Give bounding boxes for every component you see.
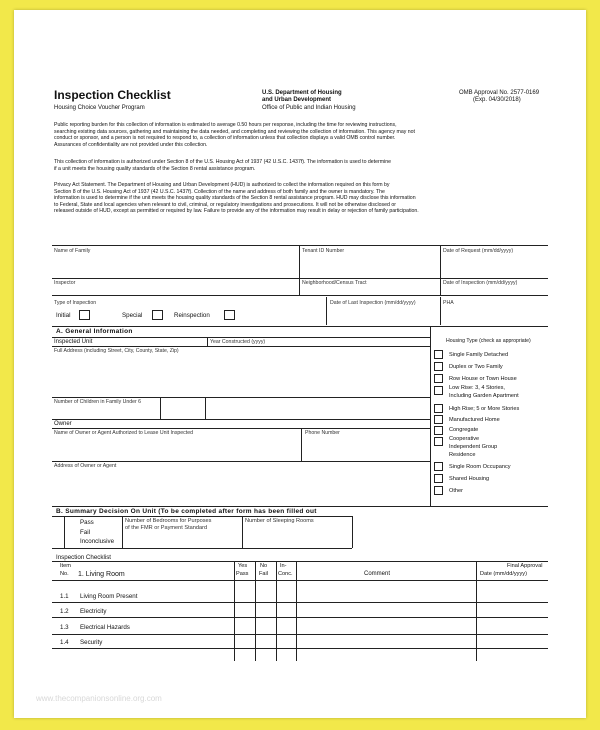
yes-column-header: Yes	[238, 563, 248, 569]
reinspection-checkbox[interactable]	[224, 310, 235, 320]
divider	[52, 397, 430, 398]
table-row	[52, 634, 548, 635]
no-column-header: No.	[60, 571, 69, 577]
inconclusive-column-header: In-	[280, 563, 287, 569]
table-row	[52, 602, 548, 603]
form-page	[14, 10, 586, 718]
department-line3: Office of Public and Indian Housing	[262, 105, 356, 111]
checklist-item-label: Electrical Hazards	[80, 624, 130, 631]
date-last-inspection-field[interactable]: Date of Last Inspection (mm/dd/yyyy)	[330, 300, 416, 306]
form-title: Inspection Checklist	[54, 88, 171, 102]
housing-type-checkbox[interactable]	[434, 462, 443, 471]
divider	[326, 297, 327, 325]
divider	[430, 326, 431, 506]
divider	[52, 245, 548, 246]
summary-decision-heading: B. Summary Decision On Unit (To be completed after form has been filled out	[56, 508, 317, 515]
divider	[296, 561, 297, 661]
special-label: Special	[122, 312, 143, 319]
housing-type-option: Congregate	[449, 427, 479, 433]
housing-type-checkbox[interactable]	[434, 404, 443, 413]
divider	[52, 295, 548, 296]
fail-column-header: Fail	[259, 571, 269, 577]
housing-type-option: Duplex or Two Family	[449, 364, 503, 370]
housing-type-checkbox[interactable]	[434, 386, 443, 395]
burden-paragraph: Public reporting burden for this collection of information is estimated to average 0.50 hours per response, including the time for reviewing instructions, searching existing data sources, gathering and maintaining the data needed, and completing and reviewing the collection of information. This agency may not conduct or sponsor, and a person is not required to respond to, a collection of information unless that collection displays a valid OMB control number. Assurances of confidentiality are not provided under this collection.	[54, 122, 415, 148]
checklist-item-label: Security	[80, 639, 103, 646]
housing-type-checkbox[interactable]	[434, 415, 443, 424]
housing-type-option: Shared Housing	[449, 476, 490, 482]
divider	[52, 548, 352, 549]
reinspection-label: Reinspection	[174, 312, 210, 319]
housing-type-checkbox[interactable]	[434, 437, 443, 446]
housing-type-option: Single Room Occupancy	[449, 464, 511, 470]
table-row	[52, 617, 548, 618]
divider	[52, 419, 430, 420]
omb-number: OMB Approval No. 2577-0169	[459, 90, 540, 96]
divider	[440, 297, 441, 325]
pha-field[interactable]: PHA	[443, 300, 454, 306]
divider	[352, 516, 353, 548]
watermark-text: www.thecompanionsonline.org.com	[36, 694, 162, 703]
divider	[242, 516, 243, 548]
divider	[52, 278, 548, 279]
pass-option[interactable]: Pass	[80, 519, 94, 526]
final-approval-date-header: Date (mm/dd/yyyy)	[480, 571, 527, 577]
item-column-header: Item	[60, 563, 71, 569]
housing-type-option: High Rise; 5 or More Stories	[449, 406, 520, 412]
divider	[301, 428, 302, 461]
divider	[440, 245, 441, 295]
checklist-item-number: 1.1	[60, 593, 69, 600]
type-of-inspection-label: Type of Inspection	[54, 300, 97, 306]
divider	[234, 561, 235, 661]
divider	[52, 346, 430, 347]
inconclusive-option[interactable]: Inconclusive	[80, 538, 115, 545]
sleeping-rooms-label: Number of Sleeping Rooms	[245, 518, 314, 524]
divider	[52, 506, 548, 507]
divider	[52, 561, 548, 562]
housing-type-option: Low Rise: 3, 4 Stories,	[449, 385, 505, 391]
housing-type-checkbox[interactable]	[434, 350, 443, 359]
omb-expiration: (Exp. 04/30/2018)	[473, 97, 521, 103]
checklist-item-label: Electricity	[80, 608, 107, 615]
checklist-item-number: 1.2	[60, 608, 69, 615]
inspected-unit-label: Inspected Unit	[54, 339, 93, 345]
divider	[52, 326, 548, 327]
inconclusive-column-header-2: Conc.	[278, 571, 293, 577]
divider	[52, 580, 548, 581]
housing-type-option: Residence	[449, 452, 476, 458]
inspector-field[interactable]: Inspector	[54, 280, 76, 286]
checklist-item-label: Living Room Present	[80, 593, 138, 600]
initial-label: Initial	[56, 312, 71, 319]
divider	[52, 516, 352, 517]
checklist-heading: Inspection Checklist	[56, 554, 112, 561]
department-line2: and Urban Development	[262, 97, 332, 103]
housing-type-checkbox[interactable]	[434, 474, 443, 483]
owner-address-field[interactable]: Address of Owner or Agent	[54, 463, 117, 469]
owner-name-field[interactable]: Name of Owner or Agent Authorized to Lease Unit Inspected	[54, 430, 193, 436]
full-address-field[interactable]: Full Address (including Street, City, County, State, Zip)	[54, 348, 179, 354]
phone-number-field[interactable]: Phone Number	[305, 430, 340, 436]
housing-type-option: Independent Group	[449, 444, 498, 450]
room-heading: 1. Living Room	[78, 571, 125, 578]
pass-column-header: Pass	[236, 571, 249, 577]
divider	[160, 397, 161, 419]
owner-label: Owner	[54, 421, 72, 427]
divider	[64, 516, 65, 548]
initial-checkbox[interactable]	[79, 310, 90, 320]
divider	[52, 428, 430, 429]
department-line1: U.S. Department of Housing	[262, 90, 342, 96]
no-fail-column-header: No	[260, 563, 268, 569]
divider	[476, 561, 477, 661]
housing-type-option: Single Family Detached	[449, 352, 509, 358]
bedrooms-label-2: of the FMR or Payment Standard	[125, 525, 208, 531]
date-of-request-field[interactable]: Date of Request (mm/dd/yyyy)	[443, 248, 514, 254]
divider	[276, 561, 277, 661]
housing-type-option: Row House or Town House	[449, 376, 517, 382]
special-checkbox[interactable]	[152, 310, 163, 320]
housing-type-option: Other	[449, 488, 463, 494]
divider	[207, 337, 208, 346]
housing-type-option: Including Garden Apartment	[449, 393, 519, 399]
divider	[122, 516, 123, 548]
bedrooms-label: Number of Bedrooms for Purposes	[125, 518, 212, 524]
housing-type-option: Manufactured Home	[449, 417, 500, 423]
children-under-six-field[interactable]: Number of Children in Family Under 6	[54, 399, 142, 405]
privacy-paragraph: Privacy Act Statement. The Department of Housing and Urban Development (HUD) is authorized to collect the information required on this form by Section 8 of the U.S. Housing Act of 1937 (42 U.S.C. 1437f). Collection of the name and address of both family and the owner is mandatory. The information is used to determine if the unit meets the housing quality standards of the Section 8 rental assistance program. HUD may disclose this information to Federal, State and local agencies when relevant to civil, criminal, or regulatory investigations and prosecutions. It will not be otherwise disclosed or released outside of HUD, except as permitted or required by law. Failure to provide any of the information may result in delay or rejection of family participation.	[54, 182, 419, 214]
housing-type-checkbox[interactable]	[434, 362, 443, 371]
comment-column-header: Comment	[364, 571, 391, 577]
divider	[52, 461, 430, 462]
authority-paragraph: This collection of information is authorized under Section 8 of the U.S. Housing Act of 1937 (42 U.S.C. 1437f). The information is used to determine if a unit meets the housing quality standards of the Section 8 rental assistance program.	[54, 159, 391, 172]
divider	[52, 337, 430, 338]
year-constructed-field[interactable]: Year Constructed (yyyy)	[210, 339, 266, 345]
tenant-id-field[interactable]: Tenant ID Number	[302, 248, 345, 254]
name-of-family-field[interactable]: Name of Family	[54, 248, 91, 254]
final-approval-header: Final Approval	[507, 563, 543, 569]
housing-type-checkbox[interactable]	[434, 374, 443, 383]
fail-option[interactable]: Fail	[80, 529, 90, 536]
checklist-item-number: 1.3	[60, 624, 69, 631]
housing-type-label: Housing Type (check as appropriate)	[446, 338, 531, 344]
housing-type-checkbox[interactable]	[434, 486, 443, 495]
checklist-item-number: 1.4	[60, 639, 69, 646]
housing-type-checkbox[interactable]	[434, 426, 443, 435]
table-row	[52, 648, 548, 649]
divider	[299, 245, 300, 295]
form-subtitle: Housing Choice Voucher Program	[54, 105, 145, 111]
housing-type-option: Cooperative	[449, 436, 480, 442]
general-information-heading: A. General Information	[56, 328, 133, 335]
date-of-inspection-field[interactable]: Date of Inspection (mm/dd/yyyy)	[443, 280, 518, 286]
divider	[255, 561, 256, 661]
neighborhood-field[interactable]: Neighborhood/Census Tract	[302, 280, 367, 286]
divider	[205, 397, 206, 419]
